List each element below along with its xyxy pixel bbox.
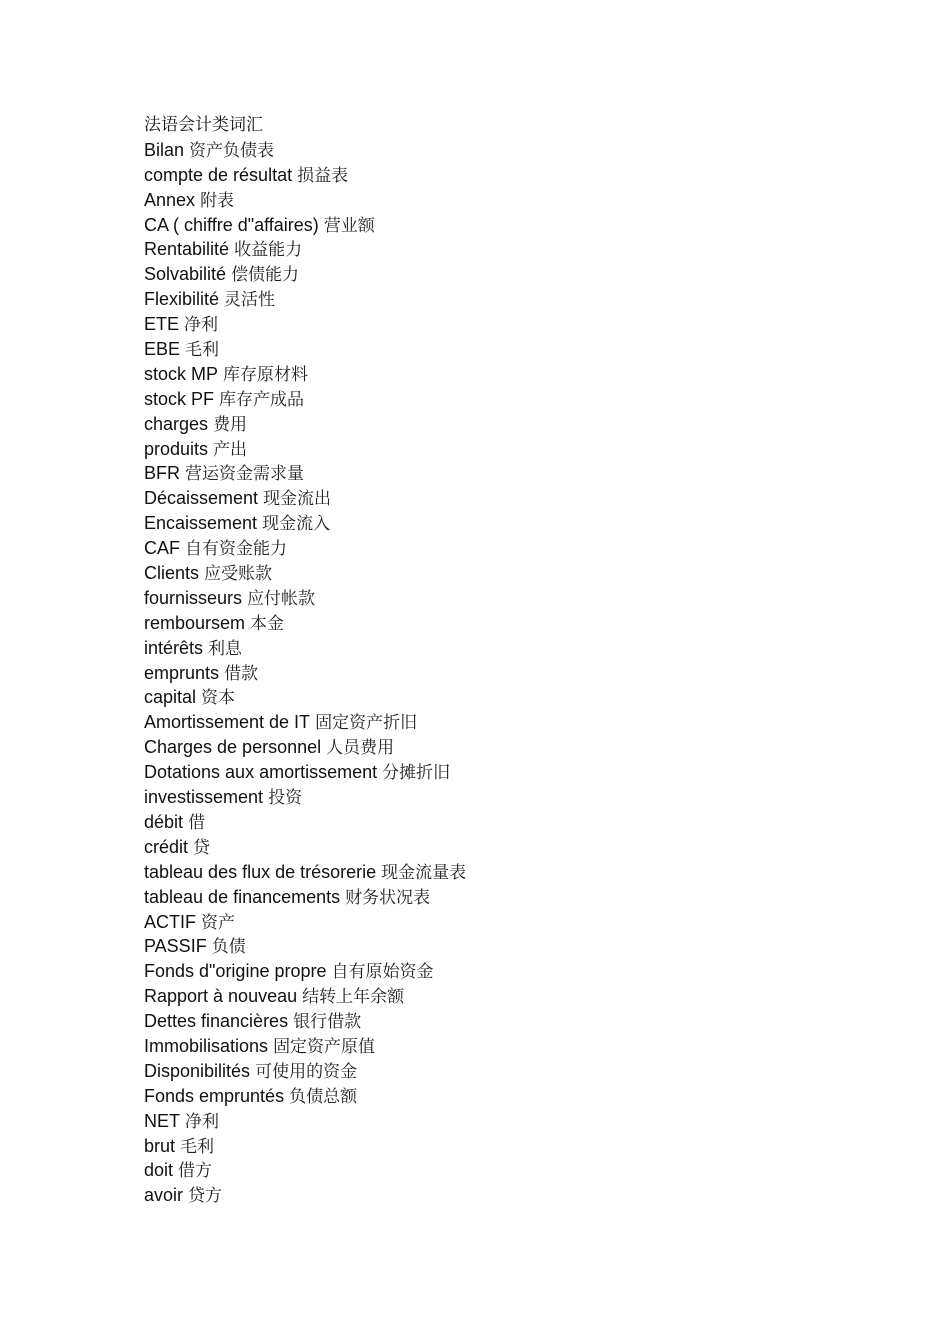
french-term: brut: [144, 1135, 176, 1156]
vocabulary-entry: [144, 337, 844, 362]
vocabulary-entry: [144, 188, 844, 213]
french-term: Flexibilité: [144, 289, 220, 310]
chinese-translation: 财务状况表: [345, 887, 431, 908]
chinese-translation: 分摊折旧: [382, 763, 451, 784]
french-term: EBE: [144, 339, 181, 360]
french-term: Immobilisations: [144, 1035, 269, 1056]
vocabulary-entry: [144, 1059, 844, 1084]
vocabulary-entry: [144, 536, 844, 561]
chinese-translation: 利息: [208, 638, 243, 659]
chinese-translation: 可使用的资金: [255, 1061, 358, 1082]
vocabulary-entry: [144, 661, 844, 686]
vocabulary-entry: [144, 710, 844, 735]
french-term: Fonds d"origine propre: [144, 961, 327, 982]
chinese-translation: 借款: [224, 663, 259, 684]
french-term: Fonds empruntés: [144, 1085, 285, 1106]
french-term: Bilan: [144, 139, 185, 160]
chinese-translation: 营业额: [323, 215, 375, 236]
french-term: tableau des flux de trésorerie: [144, 861, 377, 882]
vocabulary-entry: [144, 1084, 844, 1109]
vocabulary-entry: [144, 412, 844, 437]
document-title: 法语会计类词汇: [144, 115, 263, 135]
vocabulary-entry: [144, 1109, 844, 1134]
french-term: stock MP: [144, 363, 219, 384]
french-term: Rentabilité: [144, 239, 230, 260]
vocabulary-entry: [144, 636, 844, 661]
vocabulary-entry: [144, 561, 844, 586]
chinese-translation: 资产负债表: [189, 140, 275, 161]
vocabulary-entry: [144, 237, 844, 262]
french-term: compte de résultat: [144, 164, 293, 185]
french-term: intérêts: [144, 637, 204, 658]
vocabulary-entry: [144, 1134, 844, 1159]
chinese-translation: 损益表: [297, 165, 349, 186]
french-term: charges: [144, 413, 209, 434]
french-term: tableau de financements: [144, 886, 341, 907]
vocabulary-entry: [144, 785, 844, 810]
french-term: emprunts: [144, 662, 220, 683]
chinese-translation: 偿债能力: [231, 265, 300, 286]
french-term: crédit: [144, 836, 189, 857]
french-term: produits: [144, 438, 209, 459]
vocabulary-entry: [144, 910, 844, 935]
french-term: CAF: [144, 538, 180, 559]
chinese-translation: 本金: [250, 613, 285, 634]
vocabulary-entry: [144, 1183, 844, 1208]
chinese-translation: 自有资金能力: [185, 539, 288, 560]
chinese-translation: 贷: [193, 837, 211, 858]
french-term: investissement: [144, 787, 264, 808]
chinese-translation: 贷方: [188, 1186, 223, 1207]
chinese-translation: 营运资金需求量: [185, 464, 305, 485]
chinese-translation: 借方: [178, 1161, 213, 1182]
vocabulary-entry: [144, 885, 844, 910]
vocabulary-entry: [144, 1034, 844, 1059]
chinese-translation: 费用: [213, 414, 248, 435]
vocabulary-entry: [144, 586, 844, 611]
french-term: Dotations aux amortissement: [144, 762, 378, 783]
french-term: Disponibilités: [144, 1060, 251, 1081]
chinese-translation: 固定资产折旧: [315, 713, 418, 734]
chinese-translation: 现金流出: [263, 489, 332, 510]
chinese-translation: 固定资产原值: [273, 1036, 376, 1057]
chinese-translation: 应受账款: [204, 564, 273, 585]
vocabulary-entry: [144, 511, 844, 536]
vocabulary-entry: [144, 163, 844, 188]
chinese-translation: 结转上年余额: [302, 987, 405, 1008]
vocabulary-entry: [144, 760, 844, 785]
vocabulary-entry: [144, 138, 844, 163]
french-term: fournisseurs: [144, 587, 243, 608]
french-term: BFR: [144, 463, 180, 484]
chinese-translation: 净利: [184, 315, 219, 336]
chinese-translation: 资本: [201, 688, 236, 709]
vocabulary-entry: [144, 262, 844, 287]
chinese-translation: 负债: [211, 937, 246, 958]
chinese-translation: 银行借款: [293, 1012, 362, 1033]
chinese-translation: 借: [188, 812, 206, 833]
chinese-translation: 自有原始资金: [331, 962, 434, 983]
french-term: doit: [144, 1160, 174, 1181]
chinese-translation: 灵活性: [224, 290, 276, 311]
french-term: ACTIF: [144, 911, 196, 932]
chinese-translation: 资产: [201, 912, 236, 933]
document-body: [144, 113, 844, 1208]
chinese-translation: 人员费用: [326, 738, 395, 759]
vocabulary-entry: [144, 486, 844, 511]
chinese-translation: 负债总额: [289, 1086, 358, 1107]
vocabulary-entry: [144, 213, 844, 238]
chinese-translation: 库存原材料: [223, 364, 309, 385]
vocabulary-entry: [144, 437, 844, 462]
vocabulary-entry: [144, 312, 844, 337]
vocabulary-entry: [144, 685, 844, 710]
vocabulary-entry: [144, 461, 844, 486]
french-term: capital: [144, 687, 197, 708]
french-term: Rapport à nouveau: [144, 986, 298, 1007]
french-term: Annex: [144, 189, 196, 210]
vocabulary-entry: [144, 287, 844, 312]
vocabulary-entry: [144, 934, 844, 959]
vocabulary-list: [144, 138, 844, 1208]
french-term: Clients: [144, 563, 200, 584]
french-term: stock PF: [144, 388, 215, 409]
vocabulary-entry: [144, 835, 844, 860]
vocabulary-entry: [144, 387, 844, 412]
chinese-translation: 产出: [213, 439, 248, 460]
chinese-translation: 现金流量表: [381, 862, 467, 883]
french-term: Encaissement: [144, 513, 258, 534]
french-term: avoir: [144, 1185, 184, 1206]
chinese-translation: 收益能力: [234, 240, 303, 261]
french-term: Solvabilité: [144, 264, 227, 285]
chinese-translation: 库存产成品: [219, 389, 305, 410]
french-term: Charges de personnel: [144, 737, 322, 758]
chinese-translation: 毛利: [180, 1136, 215, 1157]
french-term: PASSIF: [144, 936, 207, 957]
chinese-translation: 毛利: [185, 340, 220, 361]
vocabulary-entry: [144, 860, 844, 885]
french-term: remboursem: [144, 612, 246, 633]
vocabulary-entry: [144, 611, 844, 636]
vocabulary-entry: [144, 959, 844, 984]
french-term: débit: [144, 811, 184, 832]
chinese-translation: 附表: [200, 190, 235, 211]
french-term: ETE: [144, 314, 180, 335]
french-term: CA ( chiffre d"affaires): [144, 214, 319, 235]
vocabulary-entry: [144, 735, 844, 760]
vocabulary-entry: [144, 1158, 844, 1183]
french-term: Amortissement de IT: [144, 712, 311, 733]
chinese-translation: 净利: [185, 1111, 220, 1132]
vocabulary-entry: [144, 362, 844, 387]
vocabulary-entry: [144, 984, 844, 1009]
french-term: Dettes financières: [144, 1011, 289, 1032]
chinese-translation: 现金流入: [262, 514, 331, 535]
vocabulary-entry: [144, 1009, 844, 1034]
french-term: Décaissement: [144, 488, 259, 509]
french-term: NET: [144, 1110, 180, 1131]
vocabulary-entry: [144, 810, 844, 835]
chinese-translation: 投资: [268, 788, 303, 809]
chinese-translation: 应付帐款: [247, 588, 316, 609]
